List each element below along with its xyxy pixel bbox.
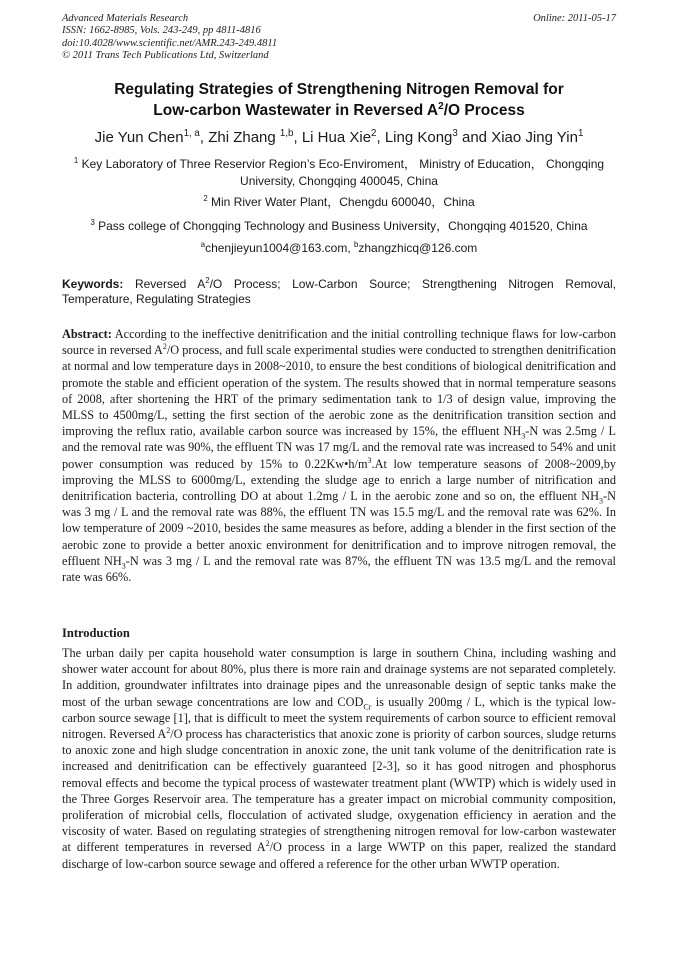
author-name: Jie Yun Chen bbox=[94, 129, 184, 146]
affiliation-mark: 3 bbox=[90, 218, 95, 227]
title-text: /O Process bbox=[443, 102, 525, 119]
copyright-line: © 2011 Trans Tech Publications Ltd, Switzerland bbox=[62, 50, 269, 62]
author-affiliation-mark: 1, a bbox=[183, 128, 200, 139]
intro-subscript: Cr bbox=[363, 702, 372, 712]
doi-line[interactable]: doi:10.4028/www.scientific.net/AMR.243-249.4811 bbox=[62, 37, 278, 49]
keywords-text: Reversed A bbox=[123, 277, 206, 291]
abstract-subscript: 3 bbox=[121, 561, 126, 571]
title-line-2 bbox=[62, 100, 616, 121]
abstract-text: /O process, and full scale experimental studies were conducted to strengthen denitrification at normal and low temperature days in 2008~2010, to ensure the best conditions of biological denitrification and promote the stable and efficient operation of the system. The results showed that in normal temperature seasons of 2008, after shortening the HRT of the primary sedimentation tank to 1/3 of design value, improving the MLSS to 4500mg/L, setting the first section of the aerobic zone as the denitrification transition section and improving the reflux ratio, available carbon source was increased by 15%, the effluent NH bbox=[62, 343, 616, 439]
abstract-text: -N was 2.5mg / L and the removal rate was 90%, the effluent TN was 17 mg/L and the removal rate was increased to 54% and unit power consumption was reduced by 15% to 0.22Kw•h/m bbox=[62, 424, 616, 471]
author-separator: , bbox=[199, 129, 209, 146]
author-list bbox=[62, 128, 616, 148]
abstract-text: -N was 3 mg / L and the removal rate was 88%, the effluent TN was 15.5 mg/L and the removal rate was 62%. In low temperature of 2009 ~2010, besides the same measures as before, adding a blender in the first section of the aerobic zone to provide a better anoxic environment for denitrification and to improve nitrogen removal, the effluent NH bbox=[62, 489, 616, 568]
keywords-superscript: 2 bbox=[205, 276, 210, 285]
author-emails bbox=[62, 240, 616, 257]
keywords-label: Keywords: bbox=[62, 277, 124, 291]
abstract bbox=[62, 326, 616, 585]
keywords bbox=[62, 277, 616, 307]
affiliation-1 bbox=[62, 156, 616, 190]
intro-text: /O process in a large WWTP on this paper, realized the standard discharge of low-carbon source sewage and offered a reference for the other urban WWTP operation. bbox=[62, 840, 616, 871]
affiliation-3 bbox=[62, 218, 616, 235]
abstract-subscript: 3 bbox=[521, 431, 526, 441]
abstract-text: -N was 3 mg / L and the removal rate was 87%, the effluent TN was 13.5 mg/L and the removal rate was 66%. bbox=[62, 553, 616, 585]
title-line-1: Regulating Strategies of Strengthening Nitrogen Removal for bbox=[114, 81, 564, 98]
author-separator: and bbox=[457, 129, 492, 146]
journal-name: Advanced Materials Research bbox=[62, 13, 189, 24]
paper-title bbox=[62, 79, 616, 121]
journal-header bbox=[62, 13, 616, 63]
affiliation-2 bbox=[62, 194, 616, 211]
abstract-text: According to the ineffective denitrification and the initial controlling technique flaws for low-carbon source in reversed A bbox=[62, 327, 616, 358]
intro-text: /O process has characteristics that anoxic zone is priority of carbon sources, sludge returns to anoxic zone and high sludge concentration in anoxic zone, the unit tank volume of the denitrification rate is increased and denitrification can be effectively guaranteed [2-3], so it has good nitrogen and phosphorus removal effects and become the typical process of wastewater treatment plant (WWTP) which is widely used in the Three Gorges Reservoir area. The temperature has a greater impact on microbial community composition, proliferation of microbial cells, flocculation of activated sludge, oxygenation efficiency in aeration and the viscosity of water. Based on regulating strategies of strengthening nitrogen removal for low-carbon wastewater at different temperatures in reversed A bbox=[62, 727, 616, 855]
intro-text: is usually 200mg / L, which is the typical low-carbon source sewage [1], that is difficult to meet the system requirements of carbon source to efficient removal nitrogen. Reversed A bbox=[62, 694, 616, 742]
section-heading-introduction: Introduction bbox=[62, 626, 130, 640]
author-separator: , bbox=[293, 129, 302, 146]
author-affiliation-mark: 3 bbox=[452, 128, 458, 139]
abstract-text: .At low temperature seasons of 2008~2009,by improving the MLSS to 6000mg/L, extending the sludge age to enrich a large number of nitrification and denitrification bacteria, controlling DO at about 1.2mg / L in the aerobic zone and so on, the effluent NH bbox=[62, 456, 616, 504]
abstract-superscript: 3 bbox=[367, 455, 372, 465]
email-link[interactable]: chenjieyun1004@163.com, bbox=[205, 241, 355, 255]
affiliation-text: Key Laboratory of Three Reservior Region’s Eco-Enviroment， Ministry of Education， Chongqing bbox=[78, 157, 605, 171]
author-name: Li Hua Xie bbox=[301, 129, 372, 146]
abstract-superscript: 2 bbox=[162, 342, 167, 352]
email-mark: a bbox=[200, 240, 206, 249]
title-text: Low-carbon Wastewater in Reversed A bbox=[153, 102, 439, 119]
author-separator: , bbox=[376, 129, 385, 146]
issn-line: ISSN: 1662-8985, Vols. 243-249, pp 4811-4816 bbox=[62, 25, 261, 37]
online-date: Online: 2011-05-17 bbox=[533, 13, 616, 24]
abstract-label: Abstract: bbox=[62, 327, 112, 341]
email-mark: b bbox=[354, 240, 359, 249]
affiliation-text: Pass college of Chongqing Technology and Business University，Chongqing 401520, China bbox=[94, 219, 588, 233]
intro-superscript: 2 bbox=[265, 839, 270, 849]
affiliation-text: Min River Water Plant，Chengdu 600040，China bbox=[207, 195, 475, 209]
affiliation-mark: 1 bbox=[73, 156, 79, 165]
affiliation-mark: 2 bbox=[203, 194, 208, 203]
email-link[interactable]: zhangzhicq@126.com bbox=[358, 241, 478, 255]
introduction-body bbox=[62, 645, 616, 872]
keywords-text: /O Process; Low-Carbon Source; Strengthening Nitrogen Removal, Temperature, Regulating Strategies bbox=[62, 277, 616, 306]
affiliation-text: University, Chongqing 400045, China bbox=[240, 174, 438, 188]
author-name: Zhi Zhang bbox=[208, 129, 280, 146]
title-superscript: 2 bbox=[438, 100, 444, 112]
author-name: Ling Kong bbox=[384, 129, 453, 146]
intro-text: The urban daily per capita household water consumption is large in southern China, including washing and shower water account for about 80%, plus there is more rain and drainage systems are not separated completely. In addition, groundwater infiltrates into drainage pipes and the unreasonable design of septic tanks make the most of the urban sewage concentrations are low and COD bbox=[62, 646, 616, 709]
author-name: Xiao Jing Yin bbox=[491, 129, 578, 146]
abstract-subscript: 3 bbox=[599, 496, 604, 506]
intro-superscript: 2 bbox=[166, 725, 171, 735]
author-affiliation-mark: 1 bbox=[577, 128, 584, 139]
author-affiliation-mark: 2 bbox=[371, 128, 377, 139]
author-affiliation-mark: 1,b bbox=[279, 128, 294, 139]
